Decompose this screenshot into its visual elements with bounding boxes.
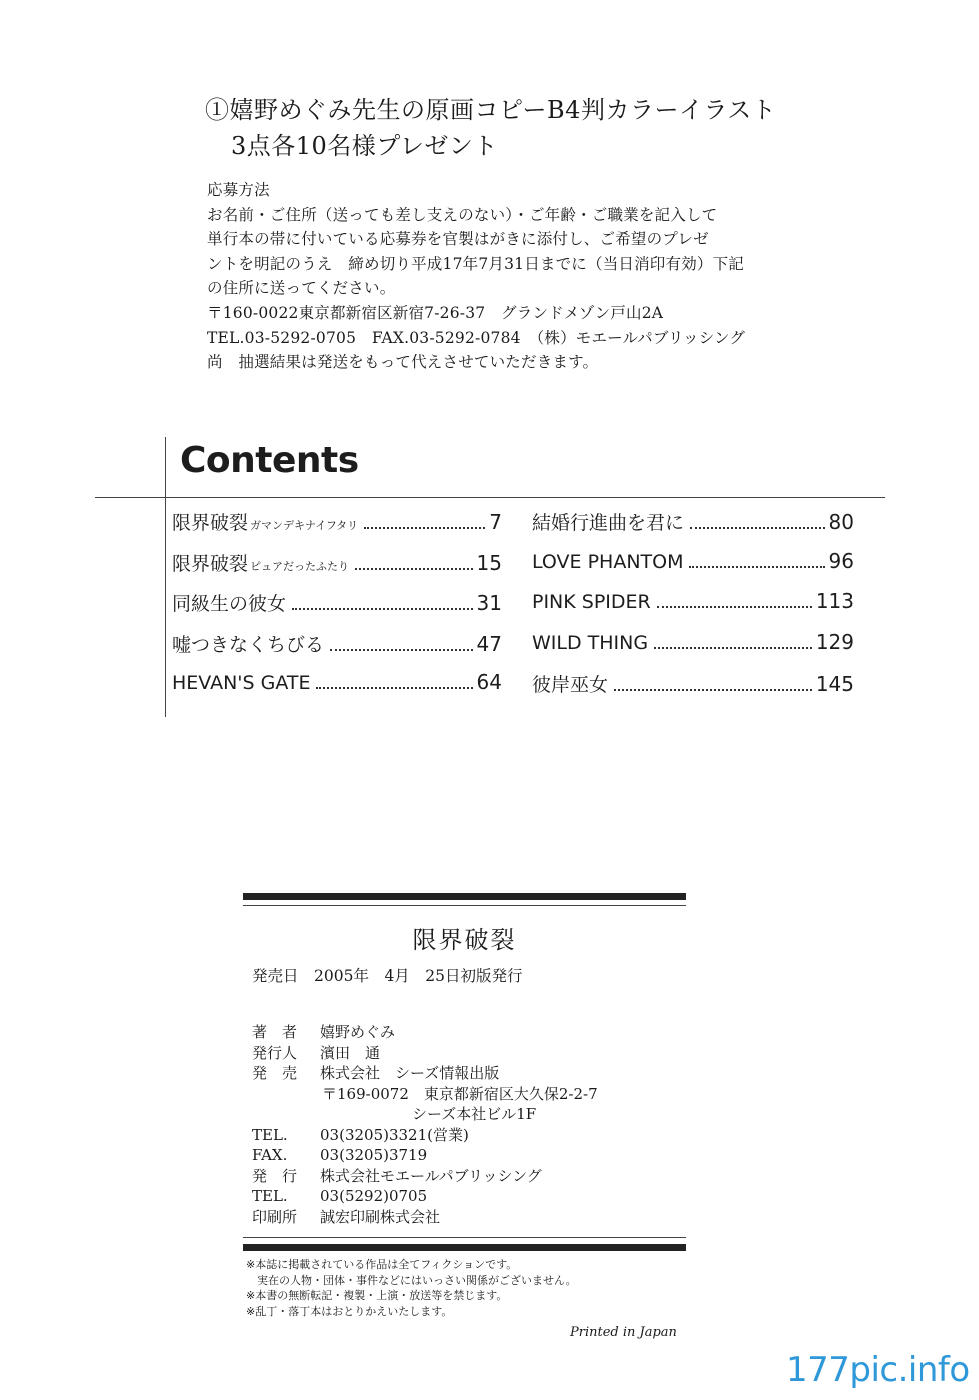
contents-heading: Contents — [180, 440, 359, 481]
printed-in-japan: Printed in Japan — [570, 1325, 677, 1340]
colophon-key: 印刷所 — [252, 1207, 298, 1226]
toc-item[interactable] — [532, 508, 854, 549]
colophon-value: 03(3205)3321(営業) — [320, 1125, 469, 1144]
colophon-bottom-rule — [243, 1244, 686, 1251]
site-watermark: 177pic.info — [786, 1350, 970, 1390]
toc-title: 彼岸巫女 — [532, 674, 609, 697]
toc-title: 限界破裂 — [172, 552, 249, 575]
toc-item[interactable] — [172, 549, 502, 590]
colophon-key: 著 者 — [252, 1023, 298, 1041]
colophon-value: 03(5292)0705 — [320, 1187, 428, 1205]
toc-right-column — [532, 508, 854, 711]
note-line: ※乱丁・落丁本はおとりかえいたします。 — [246, 1304, 453, 1318]
present-line: ントを明記のうえ 締め切り平成17年7月31日までに（当日消印有効）下記 — [207, 254, 745, 273]
toc-title: 同級生の彼女 — [172, 593, 287, 616]
colophon-row — [252, 1207, 598, 1228]
colophon-top-thin-rule — [243, 905, 686, 906]
note-line: ※本誌に掲載されている作品は全てフィクションです。 — [246, 1258, 518, 1271]
toc-title: 嘘つきなくちびる — [172, 633, 325, 656]
toc-title: WILD THING — [532, 631, 649, 654]
present-line: 応募方法 — [207, 181, 270, 199]
colophon-title: 限界破裂 — [412, 926, 517, 954]
present-title-line1: ①嬉野めぐみ先生の原画コピーB4判カラーイラスト — [205, 96, 777, 124]
colophon-address: 〒169-0072 東京都新宿区大久保2-2-7 — [322, 1084, 598, 1103]
present-line: TEL.03-5292-0705 FAX.03-5292-0784 （株）モエールパブリッシング — [207, 328, 746, 347]
colophon-table — [252, 1022, 598, 1227]
colophon-row — [252, 1186, 598, 1207]
toc-leader — [614, 689, 812, 691]
present-line: の住所に送ってください。 — [207, 279, 396, 298]
toc-leader — [355, 568, 473, 570]
present-line: 〒160-0022東京都新宿区新宿7-26-37 グランドメゾン戸山2A — [207, 303, 664, 322]
toc-page: 145 — [815, 672, 854, 697]
colophon-row — [252, 1104, 598, 1125]
colophon-row — [252, 1125, 598, 1146]
toc-page: 31 — [476, 591, 502, 616]
toc-subtitle: ピュアだったふたり — [250, 559, 350, 573]
colophon-value: 嬉野めぐみ — [320, 1023, 396, 1041]
toc-page: 64 — [476, 670, 502, 695]
toc-leader — [657, 606, 812, 608]
toc-page: 15 — [476, 550, 502, 575]
colophon-date: 発売日 2005年 4月 25日初版発行 — [252, 967, 523, 985]
present-line: 単行本の帯に付いている応募券を官製はがきに添付し、ご希望のプレゼ — [207, 230, 709, 249]
contents-vertical-rule — [165, 437, 166, 717]
toc-item[interactable] — [172, 589, 502, 630]
colophon-row — [252, 1063, 598, 1084]
colophon-row — [252, 1166, 598, 1187]
colophon-key: FAX. — [252, 1146, 288, 1164]
toc-subtitle: ガマンデキナイフタリ — [250, 519, 359, 532]
colophon-row — [252, 1043, 598, 1064]
colophon-row — [252, 1022, 598, 1043]
toc-page: 7 — [489, 510, 502, 534]
toc-title: LOVE PHANTOM — [532, 550, 684, 573]
toc-leader — [316, 687, 472, 689]
present-line: 尚 抽選結果は発送をもって代えさせていただきます。 — [207, 353, 599, 372]
colophon-key: TEL. — [252, 1125, 288, 1144]
present-body — [207, 178, 745, 375]
toc-leader — [654, 647, 812, 649]
toc-item[interactable] — [532, 670, 854, 711]
colophon-address: シーズ本社ビル1F — [322, 1105, 537, 1123]
note-line: ※本書の無断転記・複製・上演・放送等を禁じます。 — [246, 1289, 508, 1302]
toc-title: HEVAN'S GATE — [172, 672, 311, 695]
toc-leader — [689, 566, 824, 568]
colophon-bottom-thin-rule — [243, 1237, 686, 1238]
toc-item[interactable] — [532, 630, 854, 671]
colophon-key: TEL. — [252, 1187, 288, 1205]
toc-item[interactable] — [532, 589, 854, 630]
colophon-top-rule — [243, 893, 686, 900]
colophon-key: 発 売 — [252, 1064, 298, 1082]
toc-item[interactable] — [532, 549, 854, 590]
toc-page: 47 — [476, 631, 502, 656]
toc-leader — [364, 527, 485, 529]
colophon-value: 誠宏印刷株式会社 — [320, 1207, 441, 1226]
toc-leader — [330, 649, 473, 651]
colophon-value: 03(3205)3719 — [320, 1146, 428, 1164]
toc-page: 113 — [815, 589, 854, 614]
present-title-line2: 3点各10名様プレゼント — [231, 132, 498, 160]
toc-left-column — [172, 508, 502, 711]
colophon-key: 発 行 — [252, 1166, 298, 1185]
toc-title: 結婚行進曲を君に — [532, 512, 685, 534]
colophon-key: 発行人 — [252, 1043, 298, 1062]
colophon-value: 株式会社モエールパブリッシング — [320, 1166, 542, 1185]
toc-title: 限界破裂 — [172, 512, 249, 534]
toc-item[interactable] — [172, 630, 502, 671]
toc-title: PINK SPIDER — [532, 591, 651, 614]
colophon-notes — [246, 1257, 577, 1319]
colophon-value: 濱田 通 — [320, 1043, 381, 1062]
contents-horizontal-rule — [95, 497, 885, 498]
toc-item[interactable] — [172, 508, 502, 549]
present-line: お名前・ご住所（送っても差し支えのない）・ご年齢・ご職業を記入して — [207, 205, 718, 224]
toc-item[interactable] — [172, 670, 502, 711]
toc-leader — [690, 527, 825, 529]
colophon-value: 株式会社 シーズ情報出版 — [320, 1064, 500, 1082]
note-line: 実在の人物・団体・事件などにはいっさい関係がございません。 — [246, 1273, 577, 1287]
toc-page: 129 — [815, 629, 854, 654]
toc-leader — [292, 608, 473, 610]
colophon-row — [252, 1084, 598, 1105]
toc-page: 80 — [828, 510, 854, 534]
toc-page: 96 — [828, 548, 854, 573]
colophon-row — [252, 1145, 598, 1166]
present-title — [205, 92, 776, 164]
